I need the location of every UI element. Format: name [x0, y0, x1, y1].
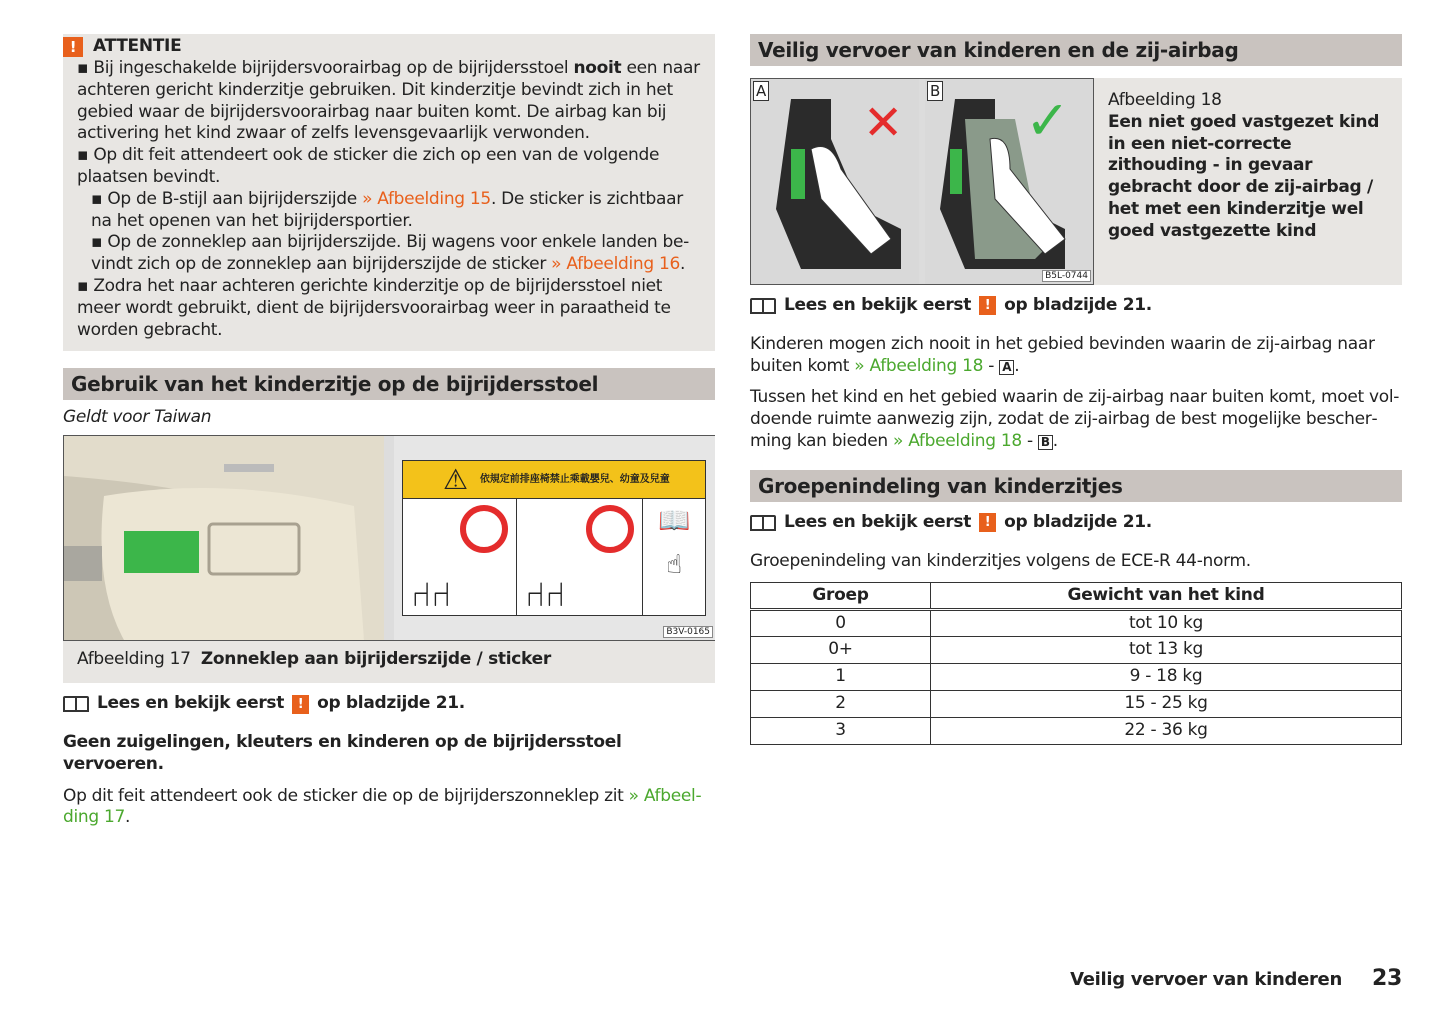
seat-with-child-seat [925, 79, 1093, 284]
manual-icons [643, 499, 705, 615]
page-footer [1070, 968, 1402, 991]
bold-statement: Geen zuigelingen, kleuters en kinderen op de bijrijdersstoel vervoeren. [63, 731, 622, 774]
book-info-icon: 📖 [657, 506, 691, 537]
exclamation-icon: ! [979, 513, 996, 532]
paragraph: Tussen het kind en het gebied waarin de zij-airbag naar buiten komt, moet voldoende ruimte aanwezig zijn, zodat de zij-airbag de best mogelijke bescherming kan bieden » Afbeelding 18 - B . [750, 387, 1400, 451]
book-icon [750, 515, 776, 531]
warning-triangle-icon: ⚠ [443, 462, 468, 496]
left-column [63, 34, 715, 829]
section-heading: Groepenindeling van kinderzitjes [750, 470, 1402, 502]
seat-without-child-seat [751, 79, 919, 284]
read-first-note: Lees en bekijk eerst ! op bladzijde 21. [750, 295, 1402, 317]
paragraph: Op dit feit attendeert ook de sticker die op de bijrijderszonneklep zit » Afbeelding 17. [63, 785, 702, 828]
warning-item: ▪ Bij ingeschakelde bijrijdersvoorairbag op de bijrijdersstoel nooit een naar achteren gericht kinderzitje gebruiken. Dit kinderzitje bevindt zich in het gebied waar de bijrijdersvoorairbag naar buiten komt. De airbag kan bij activering het kind zwaar of zelfs levensgevaarlijk verwonden. [77, 58, 700, 144]
svg-text:✓: ✓ [1025, 89, 1070, 152]
read-first-note: Lees en bekijk eerst ! op bladzijde 21. [750, 512, 1402, 534]
link-afbeelding-18[interactable]: » Afbeelding 18 [893, 430, 1022, 451]
warning-box [63, 34, 715, 351]
column-header: Gewicht van het kind [931, 583, 1402, 610]
subtitle: Geldt voor Taiwan [63, 407, 212, 428]
group-table [750, 582, 1402, 745]
table-row: 1 9 - 18 kg [751, 664, 1402, 691]
book-icon [750, 298, 776, 314]
svg-text:✕: ✕ [863, 95, 903, 151]
book-icon [63, 696, 89, 712]
figure-18 [750, 78, 1402, 285]
table-row: 2 15 - 25 kg [751, 691, 1402, 718]
sticker [402, 460, 706, 616]
pointing-hand-icon: ☝ [666, 550, 682, 581]
figure-18-image [750, 78, 1094, 285]
warning-title: ATTENTIE [93, 36, 182, 57]
child-seat-icon: ⑁⑁ [525, 575, 566, 616]
table-row: 0+ tot 13 kg [751, 637, 1402, 664]
warning-subitem: ▪ Op de B-stijl aan bijrijderszijde » Afbeelding 15. De sticker is zichtbaar na het openen van het bijrijdersportier. [91, 188, 683, 231]
section-heading: Gebruik van het kinderzitje op de bijrijdersstoel [63, 368, 715, 400]
exclamation-icon: ! [979, 296, 996, 315]
link-afbeelding-17[interactable]: » Afbeelding 17 [63, 785, 702, 828]
paragraph: Kinderen mogen zich nooit in het gebied bevinden waarin de zij-airbag naar buiten komt » Afbeelding 18 - A . [750, 333, 1375, 376]
footer-section: Veilig vervoer van kinderen [1070, 969, 1342, 990]
warning-subitem: ▪ Op de zonneklep aan bijrijderszijde. Bij wagens voor enkele landen bevindt zich op de zonneklep aan bijrijderszijde de sticker » Afbeelding 16. [91, 232, 690, 275]
table-row: 0 tot 10 kg [751, 610, 1402, 637]
exclamation-icon: ! [292, 695, 309, 714]
sun-visor-image [64, 436, 384, 640]
no-front-seat-panel [517, 499, 643, 615]
sticker-text: 依規定前排座椅禁止乘載嬰兒、幼童及兒童 [479, 473, 670, 485]
figure-caption: Afbeelding 18 Een niet goed vastgezet kind in een niet-correcte zithouding - in gevaar gebracht door de zij-airbag / het met een kinderzitje wel goed vastgezette kind [1108, 90, 1380, 241]
figure-17 [63, 435, 715, 641]
read-first-note: Lees en bekijk eerst ! op bladzijde 21. [63, 693, 715, 715]
right-column [750, 34, 1402, 745]
link-afbeelding-16[interactable]: » Afbeelding 16 [551, 254, 681, 275]
no-rear-seat-panel [403, 499, 517, 615]
page-number: 23 [1371, 966, 1402, 991]
exclamation-icon: ! [63, 37, 83, 57]
figure-code: B5L-0744 [1042, 270, 1091, 282]
panel-label-a: A [753, 81, 769, 101]
table-row: 3 22 - 36 kg [751, 718, 1402, 745]
prohibition-icon [460, 505, 508, 553]
link-afbeelding-18[interactable]: » Afbeelding 18 [854, 355, 984, 376]
panel-label-b: B [927, 81, 943, 101]
panel-a [751, 79, 919, 284]
section-heading: Veilig vervoer van kinderen en de zij-airbag [750, 34, 1402, 66]
table-intro: Groepenindeling van kinderzitjes volgens de ECE-R 44-norm. [750, 550, 1251, 571]
panel-b [925, 79, 1093, 284]
prohibition-icon [586, 505, 634, 553]
warning-item: ▪ Op dit feit attendeert ook de sticker die zich op een van de volgende plaatsen bevindt. [77, 145, 660, 187]
warning-item: ▪ Zodra het naar achteren gerichte kinderzitje op de bijrijdersstoel niet meer wordt gebruikt, dient de bijrijdersvoorairbag weer in paraatheid te worden gebracht. [77, 275, 671, 340]
figure-code: B3V-0165 [663, 626, 713, 638]
figure-caption: Afbeelding 17 Zonneklep aan bijrijderszijde / sticker [63, 641, 715, 683]
column-header: Groep [751, 583, 931, 610]
child-seat-icon: ⑁⑁ [411, 575, 452, 616]
sticker-panel [394, 436, 715, 640]
link-afbeelding-15[interactable]: » Afbeelding 15 [362, 188, 491, 209]
